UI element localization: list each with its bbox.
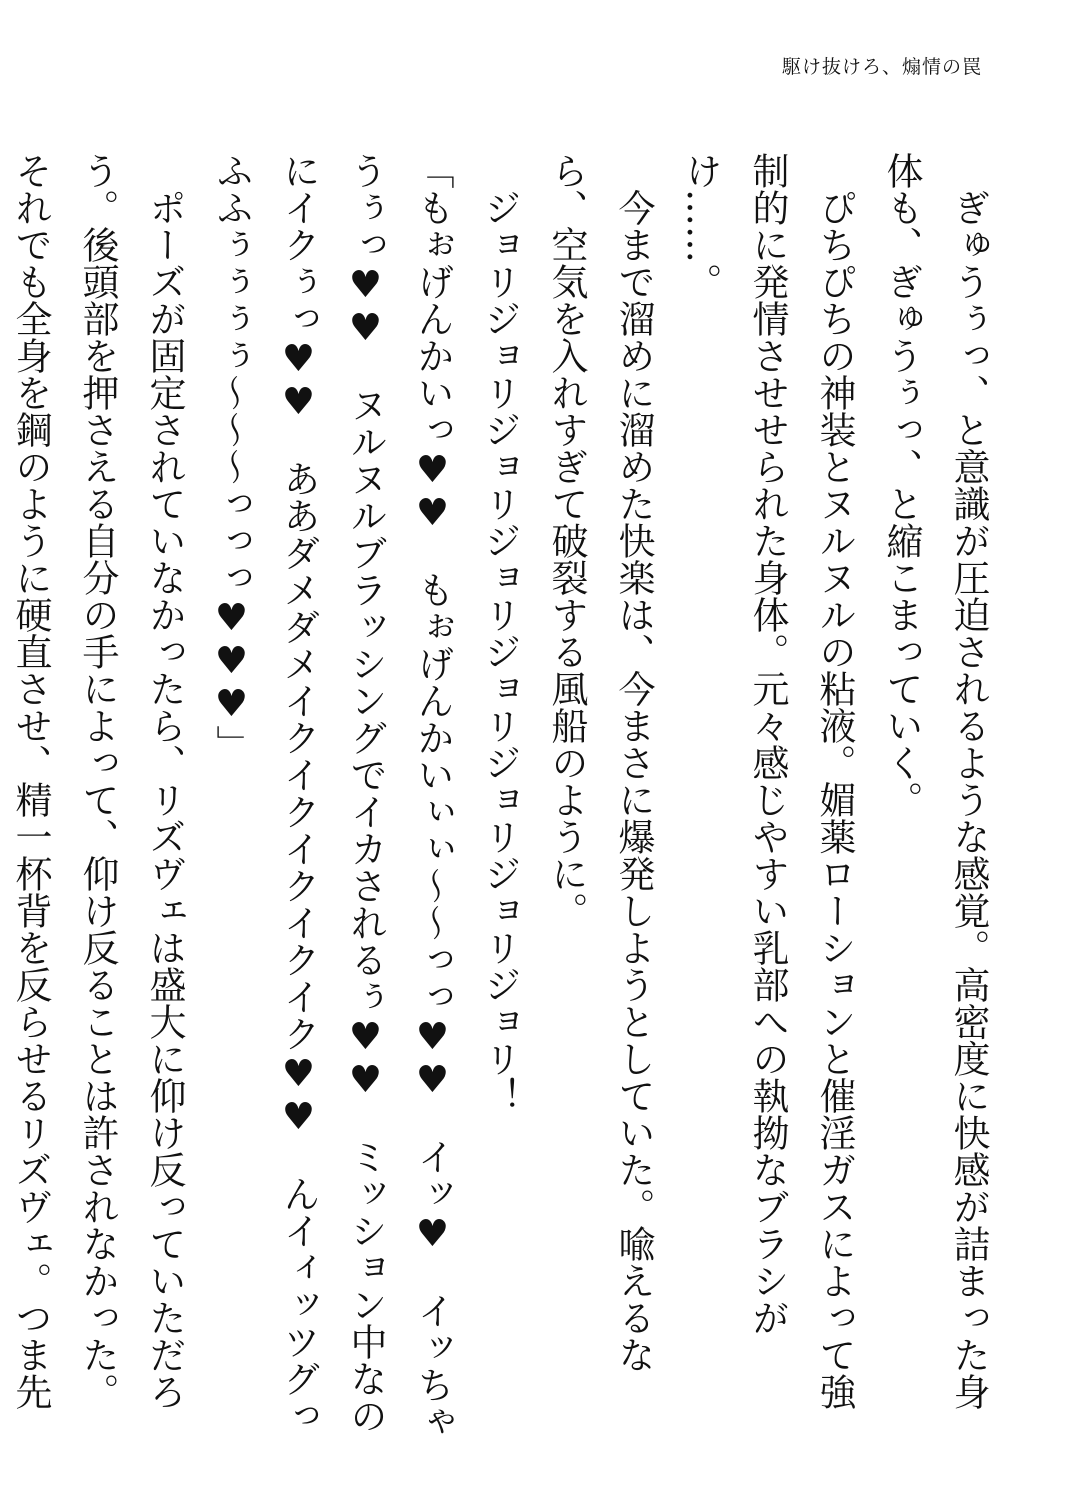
paragraph: ジョリジョリジョリジョリジョリジョリジョリジョリ！ <box>478 152 521 1114</box>
paragraph: ぴちぴちの神装とヌルヌルの粘液。媚薬ローションと催淫ガスによって強制的に発情させせられた身体。元々感じやすい乳部への執拗なブラシがけ……。 <box>679 152 856 1410</box>
paragraph: ぎゅうぅっ、と意識が圧迫されるような感覚。高密度に快感が詰まった身体も、ぎゅうぅっ、と縮こまっていく。 <box>880 152 990 1410</box>
dialogue-paragraph: 「もぉげんかいっ♥♥ もぉげんかいぃぃ～～っっ♥♥ イッ♥ イッちゃうぅっ♥♥ ヌルヌルブラッシングでイカされるぅ♥♥ ミッション中なのにイクぅっ♥♥ ああダメダメイクイクイクイクイク♥♥ んイィッツグっふふぅぅぅぅ～～～っっっ♥♥♥」 <box>210 152 454 1440</box>
running-header: 駆け抜けろ、煽情の罠 <box>781 56 982 78</box>
vertical-body-text <box>9 152 1002 1442</box>
paragraph: ポーズが固定されていなかったら、リズヴェは盛大に仰け反っていただろう。後頭部を押さえる自分の手によって、仰け反ることは許されなかった。それでも全身を鋼のように硬直させ、精一杯背を反らせるリズヴェ。つま先 <box>9 152 186 1410</box>
paragraph: 今まで溜めに溜めた快楽は、今まさに爆発しようとしていた。喩えるなら、空気を入れすぎて破裂する風船のように。 <box>545 152 655 1373</box>
